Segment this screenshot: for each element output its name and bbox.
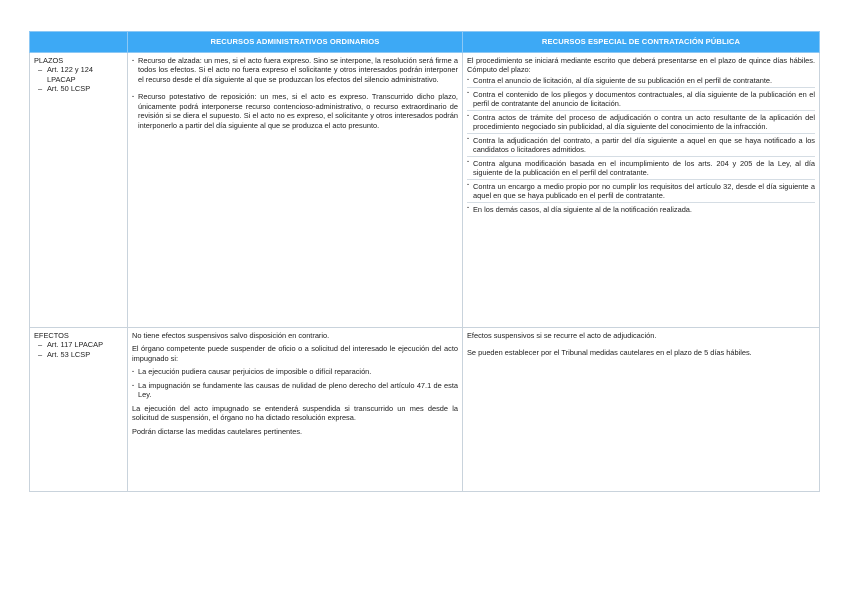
efectos-ordinarios-p4: Podrán dictarse las medidas cautelares pertinentes. [132, 426, 303, 436]
row-plazos [30, 53, 820, 328]
plazos-especial-cell [463, 53, 820, 328]
efectos-especial-p2: Se pueden establecer por el Tribunal medidas cautelares en el plazo de 5 días hábiles. [467, 348, 752, 358]
efectos-ordinarios-p1: No tiene efectos suspensivos salvo disposición en contrario. [132, 331, 330, 340]
list-item: · Contra la adjudicación del contrato, a partir del día siguiente a aquel en que se haya notificado a los candidatos o licitadores admitidos. [467, 134, 815, 157]
efectos-ordinarios-list [132, 367, 458, 399]
header-especial: RECURSOS ESPECIAL DE CONTRATACIÓN PÚBLICA [463, 32, 820, 53]
list-item: · La ejecución pudiera causar perjuicios de imposible o difícil reparación. [132, 367, 458, 376]
list-item: · Contra el anuncio de licitación, al día siguiente de su publicación en el perfil de contratante. [467, 75, 815, 88]
plazos-label-cell [30, 53, 128, 328]
list-item: · Recurso de alzada: un mes, si el acto fuera expreso. Sino se interpone, la resolución será firme a todos los efectos. Si el acto no fuera expreso el solicitante y otros interesados podrán interponer el recurso desde el día siguiente al que se produzcan los efectos del silencio administrativo. [132, 56, 458, 84]
header-empty-cell [30, 32, 128, 53]
efectos-articles [34, 340, 123, 359]
list-item: · Contra actos de trámite del proceso de adjudicación o contra un acto resultante de la aplicación del procedimiento negociado sin publicidad, al día siguiente del conocimiento de la infracción. [467, 111, 815, 134]
list-item: · En los demás casos, al día siguiente al de la notificación realizada. [467, 203, 815, 215]
plazos-especial-intro: El procedimiento se iniciará mediante escrito que deberá presentarse en el plazo de quince días hábiles. Cómputo del plazo: [467, 56, 815, 75]
list-item: · Contra un encargo a medio propio por no cumplir los requisitos del artículo 32, desde el día siguiente a aquel en que se haya publicado en el perfil de contratante. [467, 180, 815, 203]
plazos-articles [34, 65, 123, 93]
plazos-label: PLAZOS [34, 56, 64, 65]
plazos-article: – Art. 122 y 124 LPACAP [38, 65, 123, 84]
header-ordinarios: RECURSOS ADMINISTRATIVOS ORDINARIOS [128, 32, 463, 53]
efectos-article: – Art. 53 LCSP [38, 350, 123, 359]
efectos-ordinarios-p3: La ejecución del acto impugnado se entenderá suspendida si transcurrido un mes desde la solicitud de suspensión, el órgano no ha dictado resolución expresa. [132, 403, 458, 423]
efectos-ordinarios-p2: El órgano competente puede suspender de oficio o a solicitud del interesado le ejecución del acto impugnado si: [132, 344, 458, 363]
efectos-especial-p1: Efectos suspensivos si se recurre el acto de adjudicación. [467, 331, 657, 340]
plazos-article: – Art. 50 LCSP [38, 84, 123, 93]
plazos-ordinarios-list [132, 56, 458, 130]
list-item: · Contra el contenido de los pliegos y documentos contractuales, al día siguiente de la publicación en el perfil de contratante del anuncio de licitación. [467, 88, 815, 111]
efectos-label: EFECTOS [34, 331, 69, 340]
plazos-ordinarios-cell [128, 53, 463, 328]
list-item: · Recurso potestativo de reposición: un mes, si el acto es expreso. Transcurrido dicho plazo, únicamente podrá interponerse recurso contencioso-administrativo, o recurso extraordinario de revisión si se diera el supuesto. Si el acto no es expreso, el solicitante y otros interesados podrán interponerlo a partir del día siguiente al que se produzca el acto presunto. [132, 92, 458, 130]
list-item: · Contra alguna modificación basada en el incumplimiento de los arts. 204 y 205 de la Ley, al día siguiente de la publicación en el perfil del contratante. [467, 157, 815, 180]
header-row [30, 32, 820, 53]
efectos-especial-cell [463, 328, 820, 492]
row-efectos [30, 328, 820, 492]
efectos-article: – Art. 117 LPACAP [38, 340, 123, 349]
list-item: · La impugnación se fundamente las causas de nulidad de pleno derecho del artículo 47.1 de esta Ley. [132, 381, 458, 400]
efectos-ordinarios-cell [128, 328, 463, 492]
comparison-table [29, 31, 820, 492]
efectos-label-cell [30, 328, 128, 492]
plazos-especial-list [467, 75, 815, 216]
